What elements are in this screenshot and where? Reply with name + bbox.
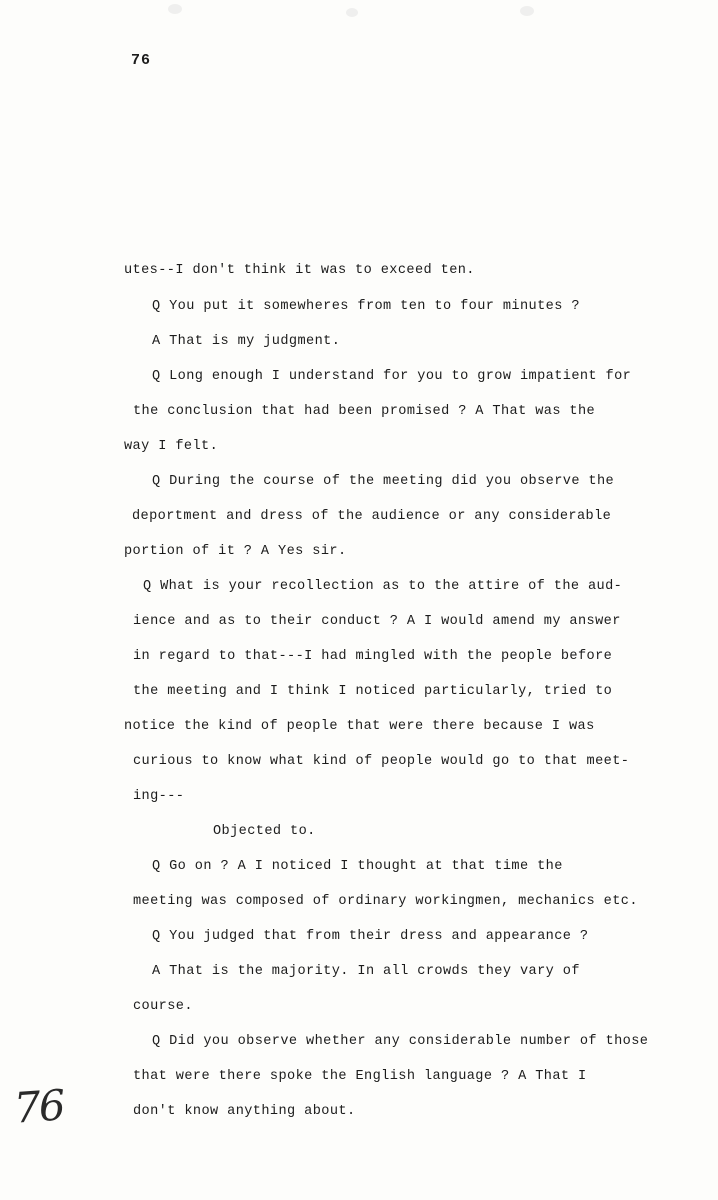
text-line: notice the kind of people that were there because I was xyxy=(124,719,595,734)
handwritten-page-number: 76 xyxy=(12,1080,66,1133)
text-line: utes--I don't think it was to exceed ten. xyxy=(124,263,475,278)
text-line: portion of it ? A Yes sir. xyxy=(124,544,347,559)
text-line: Q Long enough I understand for you to grow impatient for xyxy=(152,369,632,384)
text-line: A That is my judgment. xyxy=(152,334,341,349)
text-line: Q What is your recollection as to the attire of the aud- xyxy=(143,579,623,594)
paper-smudge xyxy=(346,8,358,17)
text-line: in regard to that---I had mingled with the people before xyxy=(133,649,613,664)
paper-smudge xyxy=(520,6,534,16)
text-line: deportment and dress of the audience or any considerable xyxy=(132,509,612,524)
paper-smudge xyxy=(168,4,182,14)
text-line: Q Did you observe whether any considerable number of those xyxy=(152,1034,649,1049)
text-line: meeting was composed of ordinary workingmen, mechanics etc. xyxy=(133,894,638,909)
text-line: Objected to. xyxy=(213,824,316,839)
text-line: that were there spoke the English language ? A That I xyxy=(133,1069,587,1084)
text-line: Q You judged that from their dress and appearance ? xyxy=(152,929,589,944)
text-line: course. xyxy=(133,999,193,1014)
text-line: ience and as to their conduct ? A I would amend my answer xyxy=(133,614,621,629)
text-line: Q Go on ? A I noticed I thought at that time the xyxy=(152,859,563,874)
text-line: way I felt. xyxy=(124,439,219,454)
text-line: don't know anything about. xyxy=(133,1104,356,1119)
page-number: 76 xyxy=(131,52,152,69)
text-line: ing--- xyxy=(133,789,185,804)
text-line: A That is the majority. In all crowds they vary of xyxy=(152,964,580,979)
text-line: Q During the course of the meeting did you observe the xyxy=(152,474,615,489)
text-line: curious to know what kind of people would go to that meet- xyxy=(133,754,630,769)
text-line: the meeting and I think I noticed particularly, tried to xyxy=(133,684,613,699)
text-line: Q You put it somewheres from ten to four minutes ? xyxy=(152,299,580,314)
text-line: the conclusion that had been promised ? A That was the xyxy=(133,404,596,419)
